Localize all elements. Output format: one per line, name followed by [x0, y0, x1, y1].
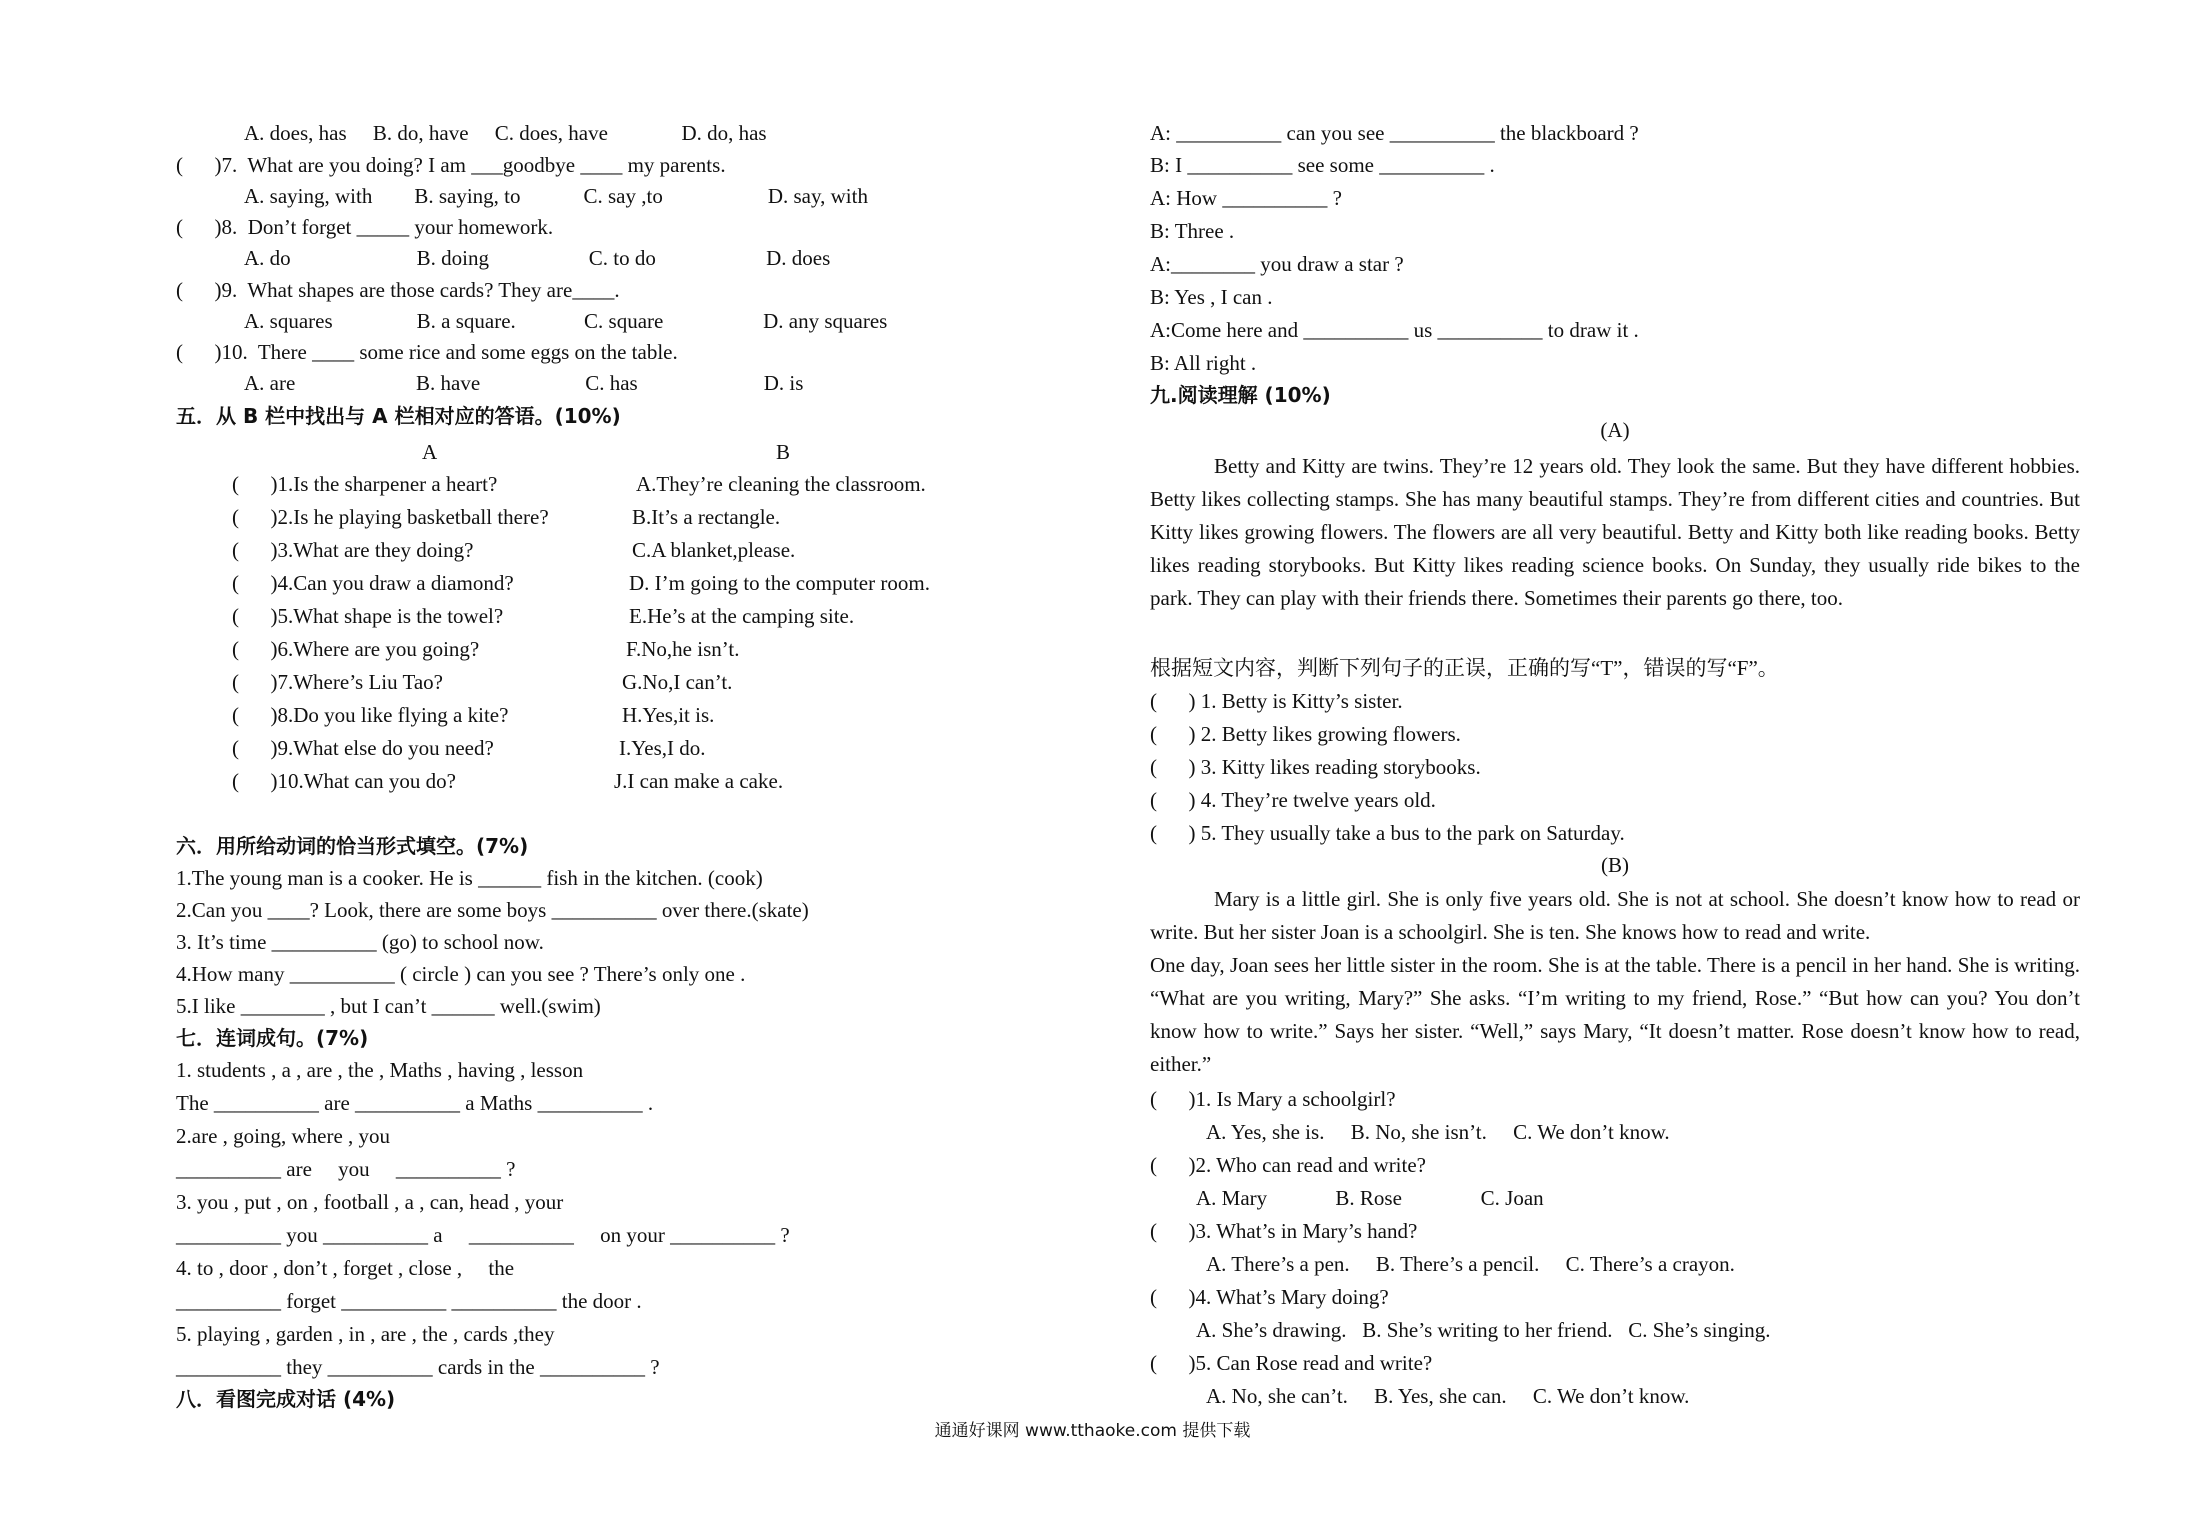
tf-item-3: ( ) 3. Kitty likes reading storybooks.: [1150, 755, 1481, 779]
dialog-line-2: B: I __________ see some __________ .: [1150, 153, 1495, 177]
q10-options: A. are B. have C. has D. is: [244, 371, 804, 395]
order-line-4: __________ are you __________ ?: [176, 1157, 516, 1181]
order-line-6: __________ you __________ a __________ on your __________ ?: [176, 1223, 790, 1247]
match-b-3: C.A blanket,please.: [632, 538, 796, 562]
question-8: ( )8. Don’t forget _____ your homework.: [176, 215, 554, 239]
match-a-8: ( )8.Do you like flying a kite?: [232, 703, 509, 727]
page-footer: 通通好课网 www.tthaoke.com 提供下载: [934, 1421, 1251, 1441]
q9-options: A. squares B. a square. C. square D. any squares: [244, 309, 888, 333]
mc-options-4: A. She’s drawing. B. She’s writing to her friend. C. She’s singing.: [1196, 1318, 1771, 1342]
q6-options: A. does, has B. do, have C. does, have D. do, has: [244, 121, 767, 145]
question-10: ( )10. There ____ some rice and some eggs on the table.: [176, 340, 678, 364]
match-b-1: A.They’re cleaning the classroom.: [636, 472, 926, 496]
section-8-title: 八．看图完成对话 (4%): [176, 1387, 396, 1411]
passage-b-p2-text: One day, Joan sees her little sister in the room. She is at the table. There is a pencil in her hand. She is writing. “What are you writing, Mary?” She asks. “I’m writing to my friend, Rose.” “But how can you? You don’t know how to write.” Says her sister. “Well,” says Mary, “It doesn’t matter. Rose doesn’t know how to read, either.”: [1150, 953, 2080, 1076]
fill-line-2: 2.Can you ____? Look, there are some boys __________ over there.(skate): [176, 898, 809, 922]
match-b-4: D. I’m going to the computer room.: [629, 571, 930, 595]
section-6-title: 六．用所给动词的恰当形式填空。(7%): [176, 834, 529, 858]
section-5-title: 五．从 B 栏中找出与 A 栏相对应的答语。(10%): [176, 404, 621, 428]
passage-a-text: Betty and Kitty are twins. They’re 12 years old. They look the same. But they have different hobbies. Betty likes collecting stamps. She has many beautiful stamps. They’re from different cities and countries. But Kitty likes growing flowers. The flowers are all very beautiful. Betty and Kitty both like reading books. Betty likes reading storybooks. But Kitty likes reading science books. On Sunday, they usually ride bikes to the park. They can play with their friends there. Sometimes their parents go there, too.: [1150, 454, 2080, 610]
section-5-column-a: A: [422, 440, 438, 464]
question-9: ( )9. What shapes are those cards? They are____.: [176, 278, 620, 302]
passage-b-paragraph-2: [1150, 949, 2080, 1081]
section-9-title: 九.阅读理解 (10%): [1150, 383, 1331, 407]
fill-line-3: 3. It’s time __________ (go) to school now.: [176, 930, 544, 954]
fill-line-4: 4.How many __________ ( circle ) can you see ? There’s only one .: [176, 962, 746, 986]
mc-options-5: A. No, she can’t. B. Yes, she can. C. We don’t know.: [1206, 1384, 1690, 1408]
mc-question-3: ( )3. What’s in Mary’s hand?: [1150, 1219, 1418, 1243]
passage-b-paragraph-1: [1150, 883, 2080, 949]
tf-item-4: ( ) 4. They’re twelve years old.: [1150, 788, 1436, 812]
dialog-line-4: B: Three .: [1150, 219, 1235, 243]
dialog-line-6: B: Yes , I can .: [1150, 285, 1273, 309]
fill-line-1: 1.The young man is a cooker. He is ______ fish in the kitchen. (cook): [176, 866, 763, 890]
tf-item-1: ( ) 1. Betty is Kitty’s sister.: [1150, 689, 1403, 713]
dialog-line-1: A: __________ can you see __________ the blackboard ?: [1150, 121, 1639, 145]
dialog-line-8: B: All right .: [1150, 351, 1257, 375]
match-b-2: B.It’s a rectangle.: [632, 505, 781, 529]
mc-options-1: A. Yes, she is. B. No, she isn’t. C. We don’t know.: [1206, 1120, 1670, 1144]
mc-options-2: A. Mary B. Rose C. Joan: [1196, 1186, 1544, 1210]
tf-item-5: ( ) 5. They usually take a bus to the park on Saturday.: [1150, 821, 1625, 845]
match-b-7: G.No,I can’t.: [622, 670, 733, 694]
match-b-6: F.No,he isn’t.: [626, 637, 740, 661]
section-7-title: 七．连词成句。(7%): [176, 1026, 369, 1050]
match-b-8: H.Yes,it is.: [622, 703, 715, 727]
passage-b-p1-text: Mary is a little girl. She is only five years old. She is not at school. She doesn’t know how to read or write. But her sister Joan is a schoolgirl. She is ten. She knows how to read and write.: [1150, 887, 2080, 944]
passage-a-label: (A): [1600, 418, 1630, 442]
section-5-column-b: B: [776, 440, 791, 464]
order-line-3: 2.are , going, where , you: [176, 1124, 391, 1148]
match-a-4: ( )4.Can you draw a diamond?: [232, 571, 514, 595]
question-7: ( )7. What are you doing? I am ___goodbye ____ my parents.: [176, 153, 726, 177]
q7-options: A. saying, with B. saying, to C. say ,to D. say, with: [244, 184, 868, 208]
match-b-10: J.I can make a cake.: [614, 769, 784, 793]
match-a-10: ( )10.What can you do?: [232, 769, 456, 793]
mc-question-2: ( )2. Who can read and write?: [1150, 1153, 1426, 1177]
match-a-2: ( )2.Is he playing basketball there?: [232, 505, 549, 529]
mc-options-3: A. There’s a pen. B. There’s a pencil. C. There’s a crayon.: [1206, 1252, 1735, 1276]
dialog-line-7: A:Come here and __________ us __________ to draw it .: [1150, 318, 1639, 342]
match-a-9: ( )9.What else do you need?: [232, 736, 494, 760]
order-line-1: 1. students , a , are , the , Maths , having , lesson: [176, 1058, 584, 1082]
tf-instruction: 根据短文内容，判断下列句子的正误，正确的写“T”，错误的写“F”。: [1150, 656, 1779, 680]
q8-options: A. do B. doing C. to do D. does: [244, 246, 831, 270]
dialog-line-3: A: How __________ ?: [1150, 186, 1342, 210]
order-line-10: __________ they __________ cards in the __________ ?: [176, 1355, 660, 1379]
order-line-8: __________ forget __________ __________ the door .: [176, 1289, 642, 1313]
match-b-9: I.Yes,I do.: [619, 736, 706, 760]
tf-item-2: ( ) 2. Betty likes growing flowers.: [1150, 722, 1461, 746]
mc-question-1: ( )1. Is Mary a schoolgirl?: [1150, 1087, 1396, 1111]
match-a-7: ( )7.Where’s Liu Tao?: [232, 670, 443, 694]
order-line-2: The __________ are __________ a Maths __________ .: [176, 1091, 654, 1115]
match-a-6: ( )6.Where are you going?: [232, 637, 480, 661]
order-line-9: 5. playing , garden , in , are , the , cards ,they: [176, 1322, 555, 1346]
match-a-1: ( )1.Is the sharpener a heart?: [232, 472, 498, 496]
order-line-5: 3. you , put , on , football , a , can, head , your: [176, 1190, 564, 1214]
passage-b-label: (B): [1601, 853, 1629, 877]
order-line-7: 4. to , door , don’t , forget , close , the: [176, 1256, 515, 1280]
match-a-3: ( )3.What are they doing?: [232, 538, 474, 562]
passage-a: [1150, 450, 2080, 615]
mc-question-5: ( )5. Can Rose read and write?: [1150, 1351, 1433, 1375]
fill-line-5: 5.I like ________ , but I can’t ______ well.(swim): [176, 994, 601, 1018]
mc-question-4: ( )4. What’s Mary doing?: [1150, 1285, 1389, 1309]
dialog-line-5: A:________ you draw a star ?: [1150, 252, 1404, 276]
match-a-5: ( )5.What shape is the towel?: [232, 604, 504, 628]
match-b-5: E.He’s at the camping site.: [629, 604, 855, 628]
